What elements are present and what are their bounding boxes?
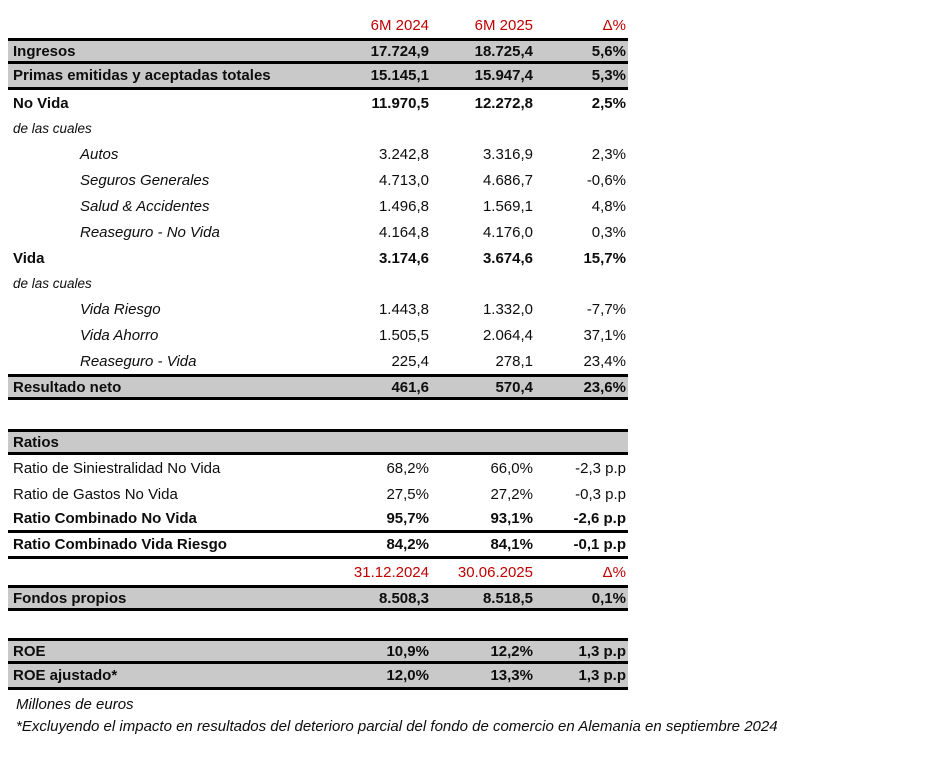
cell-c2: 3.674,6 bbox=[482, 249, 533, 267]
cell-c3: 4,8% bbox=[591, 197, 626, 215]
cell-c1: 31.12.2024 bbox=[353, 563, 429, 581]
row-label: Salud & Accidentes bbox=[80, 197, 210, 215]
cell-c3: 2,5% bbox=[591, 94, 626, 112]
table-row bbox=[8, 141, 628, 167]
cell-c2: 278,1 bbox=[495, 352, 533, 370]
row-label: ROE ajustado* bbox=[13, 667, 118, 684]
table-row bbox=[8, 219, 628, 245]
spacer-row bbox=[8, 611, 628, 638]
row-label: ROE bbox=[13, 642, 46, 660]
cell-c3: -2,6 p.p bbox=[573, 510, 626, 527]
cell-c2: 4.686,7 bbox=[482, 171, 533, 189]
table-row bbox=[8, 348, 628, 374]
row-label: No Vida bbox=[13, 94, 69, 112]
cell-c2: 66,0% bbox=[490, 459, 533, 477]
cell-c1: 8.508,3 bbox=[378, 589, 429, 607]
table-row bbox=[8, 374, 628, 400]
cell-c1: 1.505,5 bbox=[378, 326, 429, 344]
cell-c2: 93,1% bbox=[490, 510, 533, 527]
cell-c1: 68,2% bbox=[386, 459, 429, 477]
cell-c2: 84,1% bbox=[490, 536, 533, 553]
cell-c1: 3.174,6 bbox=[378, 249, 429, 267]
row-label: Ratios bbox=[13, 433, 59, 451]
column-header-row bbox=[8, 12, 628, 38]
table-row bbox=[8, 38, 628, 64]
asterisk-note: *Excluyendo el impacto en resultados del deterioro parcial del fondo de comercio en Alemania en septiembre 2024 bbox=[16, 718, 778, 735]
cell-c1: 3.242,8 bbox=[378, 145, 429, 163]
table-row bbox=[8, 481, 628, 507]
cell-c3: 23,6% bbox=[583, 378, 626, 396]
units-note: Millones de euros bbox=[16, 696, 134, 713]
table-row bbox=[8, 116, 628, 141]
row-label: Vida Riesgo bbox=[80, 300, 161, 318]
cell-c2: 27,2% bbox=[490, 485, 533, 503]
cell-c3: 5,3% bbox=[591, 67, 626, 84]
cell-c3: 5,6% bbox=[591, 42, 626, 60]
cell-c1: 6M 2024 bbox=[370, 16, 429, 34]
cell-c2: 12.272,8 bbox=[474, 94, 533, 112]
table-row bbox=[8, 90, 628, 116]
cell-c1: 17.724,9 bbox=[370, 42, 429, 60]
cell-c2: 2.064,4 bbox=[482, 326, 533, 344]
cell-c3: 15,7% bbox=[583, 249, 626, 267]
cell-c3: 1,3 p.p bbox=[578, 667, 626, 684]
cell-c2: 570,4 bbox=[495, 378, 533, 396]
table-row bbox=[8, 167, 628, 193]
row-label: de las cuales bbox=[13, 121, 92, 136]
row-label: Ratio Combinado Vida Riesgo bbox=[13, 536, 227, 553]
row-label: de las cuales bbox=[13, 276, 92, 291]
cell-c2: 13,3% bbox=[490, 667, 533, 684]
row-label: Reaseguro - No Vida bbox=[80, 223, 220, 241]
table-row bbox=[8, 638, 628, 664]
row-label: Ratio Combinado No Vida bbox=[13, 510, 197, 527]
footnotes bbox=[8, 690, 947, 738]
cell-c2: 6M 2025 bbox=[474, 16, 533, 34]
row-label: Reaseguro - Vida bbox=[80, 352, 197, 370]
cell-c2: 1.569,1 bbox=[482, 197, 533, 215]
cell-c1: 95,7% bbox=[386, 510, 429, 527]
row-label: Ratio de Gastos No Vida bbox=[13, 485, 178, 503]
table-row bbox=[8, 64, 628, 90]
row-label: Resultado neto bbox=[13, 378, 122, 396]
cell-c3: -7,7% bbox=[586, 300, 626, 318]
cell-c2: 8.518,5 bbox=[482, 589, 533, 607]
cell-c1: 12,0% bbox=[386, 667, 429, 684]
cell-c3: -0,6% bbox=[586, 171, 626, 189]
table-row bbox=[8, 664, 628, 690]
table-row bbox=[8, 533, 628, 559]
cell-c2: 18.725,4 bbox=[474, 42, 533, 60]
row-label: Primas emitidas y aceptadas totales bbox=[13, 67, 271, 84]
cell-c2: 3.316,9 bbox=[482, 145, 533, 163]
cell-c3: 37,1% bbox=[583, 326, 626, 344]
table-row bbox=[8, 245, 628, 271]
cell-c1: 225,4 bbox=[391, 352, 429, 370]
table-row bbox=[8, 322, 628, 348]
table-row bbox=[8, 271, 628, 296]
row-label: Ingresos bbox=[13, 42, 76, 60]
cell-c1: 4.164,8 bbox=[378, 223, 429, 241]
cell-c2: 4.176,0 bbox=[482, 223, 533, 241]
cell-c2: 30.06.2025 bbox=[457, 563, 533, 581]
table-row bbox=[8, 193, 628, 219]
cell-c1: 1.496,8 bbox=[378, 197, 429, 215]
cell-c1: 27,5% bbox=[386, 485, 429, 503]
row-label: Vida Ahorro bbox=[80, 326, 159, 344]
cell-c3: 23,4% bbox=[583, 352, 626, 370]
table-row bbox=[8, 507, 628, 533]
cell-c2: 15.947,4 bbox=[474, 67, 533, 84]
table-row bbox=[8, 429, 628, 455]
cell-c1: 15.145,1 bbox=[370, 67, 429, 84]
cell-c2: 12,2% bbox=[490, 642, 533, 660]
cell-c3: Δ% bbox=[602, 16, 626, 34]
cell-c3: -0,3 p.p bbox=[575, 485, 626, 503]
cell-c1: 10,9% bbox=[386, 642, 429, 660]
cell-c3: -0,1 p.p bbox=[573, 536, 626, 553]
cell-c3: 0,1% bbox=[591, 589, 626, 607]
row-label: Fondos propios bbox=[13, 589, 127, 607]
table-row bbox=[8, 455, 628, 481]
spacer-row bbox=[8, 400, 628, 429]
table-row bbox=[8, 296, 628, 322]
cell-c3: 0,3% bbox=[591, 223, 626, 241]
cell-c1: 1.443,8 bbox=[378, 300, 429, 318]
cell-c1: 11.970,5 bbox=[371, 94, 429, 112]
cell-c3: 1,3 p.p bbox=[578, 642, 626, 660]
cell-c2: 1.332,0 bbox=[482, 300, 533, 318]
cell-c1: 84,2% bbox=[386, 536, 429, 553]
cell-c3: 2,3% bbox=[591, 145, 626, 163]
column-header-row bbox=[8, 559, 628, 585]
cell-c3: Δ% bbox=[602, 563, 626, 581]
cell-c1: 461,6 bbox=[391, 378, 429, 396]
row-label: Seguros Generales bbox=[80, 171, 210, 189]
cell-c1: 4.713,0 bbox=[378, 171, 429, 189]
row-label: Vida bbox=[13, 249, 45, 267]
row-label: Autos bbox=[80, 145, 119, 163]
table-row bbox=[8, 585, 628, 611]
results-table bbox=[8, 12, 628, 690]
row-label: Ratio de Siniestralidad No Vida bbox=[13, 459, 221, 477]
cell-c3: -2,3 p.p bbox=[575, 459, 626, 477]
